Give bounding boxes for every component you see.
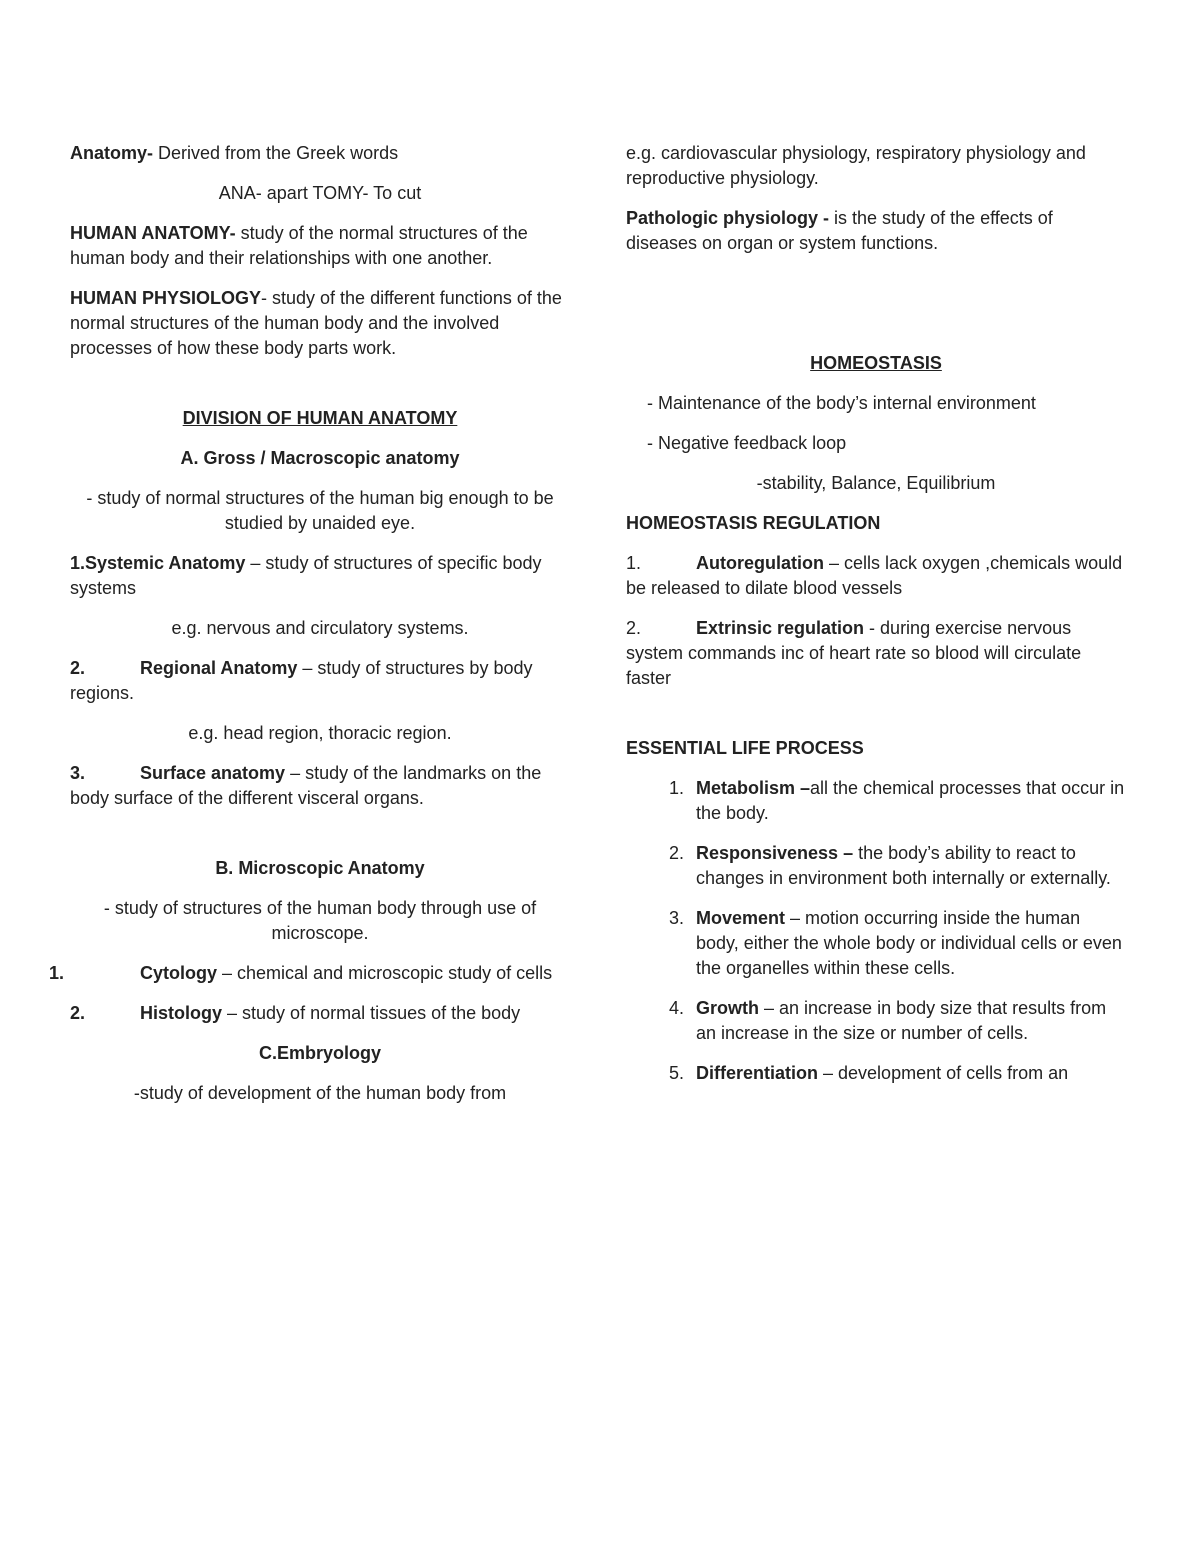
human-anatomy-def: study of the normal structures of the human body and their relationships with one another. — [70, 223, 528, 268]
histology-term: Histology — [140, 1003, 223, 1023]
histology-def: – study of normal tissues of the body — [222, 1003, 521, 1023]
embryology-definition: -study of development of the human body from — [133, 1083, 507, 1103]
list-item — [626, 906, 1126, 981]
cytology-term: Cytology — [140, 963, 218, 983]
systemic-example: e.g. nervous and circulatory systems. — [171, 618, 469, 638]
list-item-def: – an increase in body size that results from an increase in the size or number of cells. — [696, 998, 1107, 1043]
homeostasis-point: - Maintenance of the body’s internal environment — [647, 393, 1036, 413]
human-anatomy-term: HUMAN ANATOMY- — [70, 223, 236, 243]
regulation-heading — [626, 511, 1126, 536]
gross-heading — [70, 446, 570, 471]
list-item-def: all the chemical processes that occur in the body. — [696, 778, 1125, 823]
human-physiology-term: HUMAN PHYSIOLOGY — [70, 288, 262, 308]
division-heading: DIVISION OF HUMAN ANATOMY — [182, 408, 458, 428]
life-process-heading — [626, 736, 1126, 761]
extrinsic-term: Extrinsic regulation — [696, 618, 865, 638]
surface-num: 3. — [70, 763, 86, 783]
homeostasis-point: -stability, Balance, Equilibrium — [756, 473, 996, 493]
list-item-num: 3. — [668, 908, 684, 928]
extrinsic-regulation — [626, 616, 1126, 691]
surface-term: Surface anatomy — [140, 763, 286, 783]
extrinsic-def: - during exercise nervous system commands inc of heart rate so blood will circulate faster — [626, 618, 1082, 688]
list-item-def: – development of cells from an — [818, 1063, 1069, 1083]
list-item-num: 2. — [668, 843, 684, 863]
pathologic-def: is the study of the effects of diseases on organ or system functions. — [626, 208, 1053, 253]
pathologic-term: Pathologic physiology - — [626, 208, 830, 228]
life-process-heading-text: ESSENTIAL LIFE PROCESS — [626, 738, 864, 758]
micro-heading — [70, 856, 570, 881]
anatomy-term: Anatomy- — [70, 143, 154, 163]
pathologic-physiology — [626, 206, 1126, 256]
micro-definition: - study of structures of the human body through use of microscope. — [103, 898, 537, 943]
list-item — [626, 776, 1126, 826]
autoregulation — [626, 551, 1126, 601]
list-item-num: 4. — [668, 998, 684, 1018]
systemic-term: 1.Systemic Anatomy — [70, 553, 246, 573]
extrinsic-num: 2. — [626, 618, 642, 638]
cytology-num: 1. — [49, 963, 65, 983]
homeostasis-heading: HOMEOSTASIS — [810, 353, 942, 373]
left-column — [49, 141, 570, 1121]
regional-num: 2. — [70, 658, 86, 678]
regulation-heading-text: HOMEOSTASIS REGULATION — [626, 513, 881, 533]
histology-num: 2. — [70, 1003, 86, 1023]
systemic-def: – study of structures of specific body systems — [70, 553, 542, 598]
list-item — [626, 1061, 1126, 1086]
human-physiology-def: - study of the different functions of the normal structures of the human body and the involved processes of how these body parts work. — [70, 288, 562, 358]
list-item-term: Movement — [696, 908, 786, 928]
list-item — [626, 996, 1126, 1046]
regional-def: – study of structures by body regions. — [70, 658, 533, 703]
list-item — [626, 841, 1126, 891]
list-item-term: Responsiveness – — [696, 843, 854, 863]
list-item-term: Differentiation — [696, 1063, 819, 1083]
micro-heading-text: B. Microscopic Anatomy — [215, 858, 425, 878]
systemic-anatomy — [70, 551, 570, 601]
regional-term: Regional Anatomy — [140, 658, 298, 678]
right-column — [626, 141, 1126, 1101]
physiology-examples: e.g. cardiovascular physiology, respiratory physiology and reproductive physiology. — [626, 143, 1086, 188]
ana-tomy-etymology: ANA- apart TOMY- To cut — [218, 183, 422, 203]
anatomy-definition — [70, 141, 570, 166]
list-item-def: – motion occurring inside the human body, either the whole body or individual cells or even the organelles within these cells. — [696, 908, 1122, 978]
embryology-heading — [70, 1041, 570, 1066]
list-item-term: Metabolism – — [696, 778, 811, 798]
auto-num: 1. — [626, 553, 642, 573]
list-item-num: 5. — [668, 1063, 684, 1083]
human-anatomy-definition — [70, 221, 570, 271]
embryology-heading-text: C.Embryology — [258, 1043, 382, 1063]
histology — [70, 1001, 570, 1026]
human-physiology-definition — [70, 286, 570, 361]
regional-anatomy — [70, 656, 570, 706]
cytology-def: – chemical and microscopic study of cells — [217, 963, 553, 983]
auto-def: – cells lack oxygen ,chemicals would be released to dilate blood vessels — [626, 553, 1123, 598]
list-item-term: Growth — [696, 998, 759, 1018]
list-item-num: 1. — [668, 778, 684, 798]
gross-heading-text: A. Gross / Macroscopic anatomy — [180, 448, 460, 468]
life-process-list — [626, 776, 1126, 1086]
auto-term: Autoregulation — [696, 553, 824, 573]
surface-anatomy — [70, 761, 570, 811]
gross-definition: - study of normal structures of the human big enough to be studied by unaided eye. — [86, 488, 554, 533]
cytology — [49, 961, 570, 986]
anatomy-def: Derived from the Greek words — [153, 143, 399, 163]
surface-def: – study of the landmarks on the body surface of the different visceral organs. — [70, 763, 542, 808]
homeostasis-point: - Negative feedback loop — [647, 433, 847, 453]
list-item-def: the body’s ability to react to changes in environment both internally or externally. — [696, 843, 1111, 888]
regional-example: e.g. head region, thoracic region. — [188, 723, 452, 743]
